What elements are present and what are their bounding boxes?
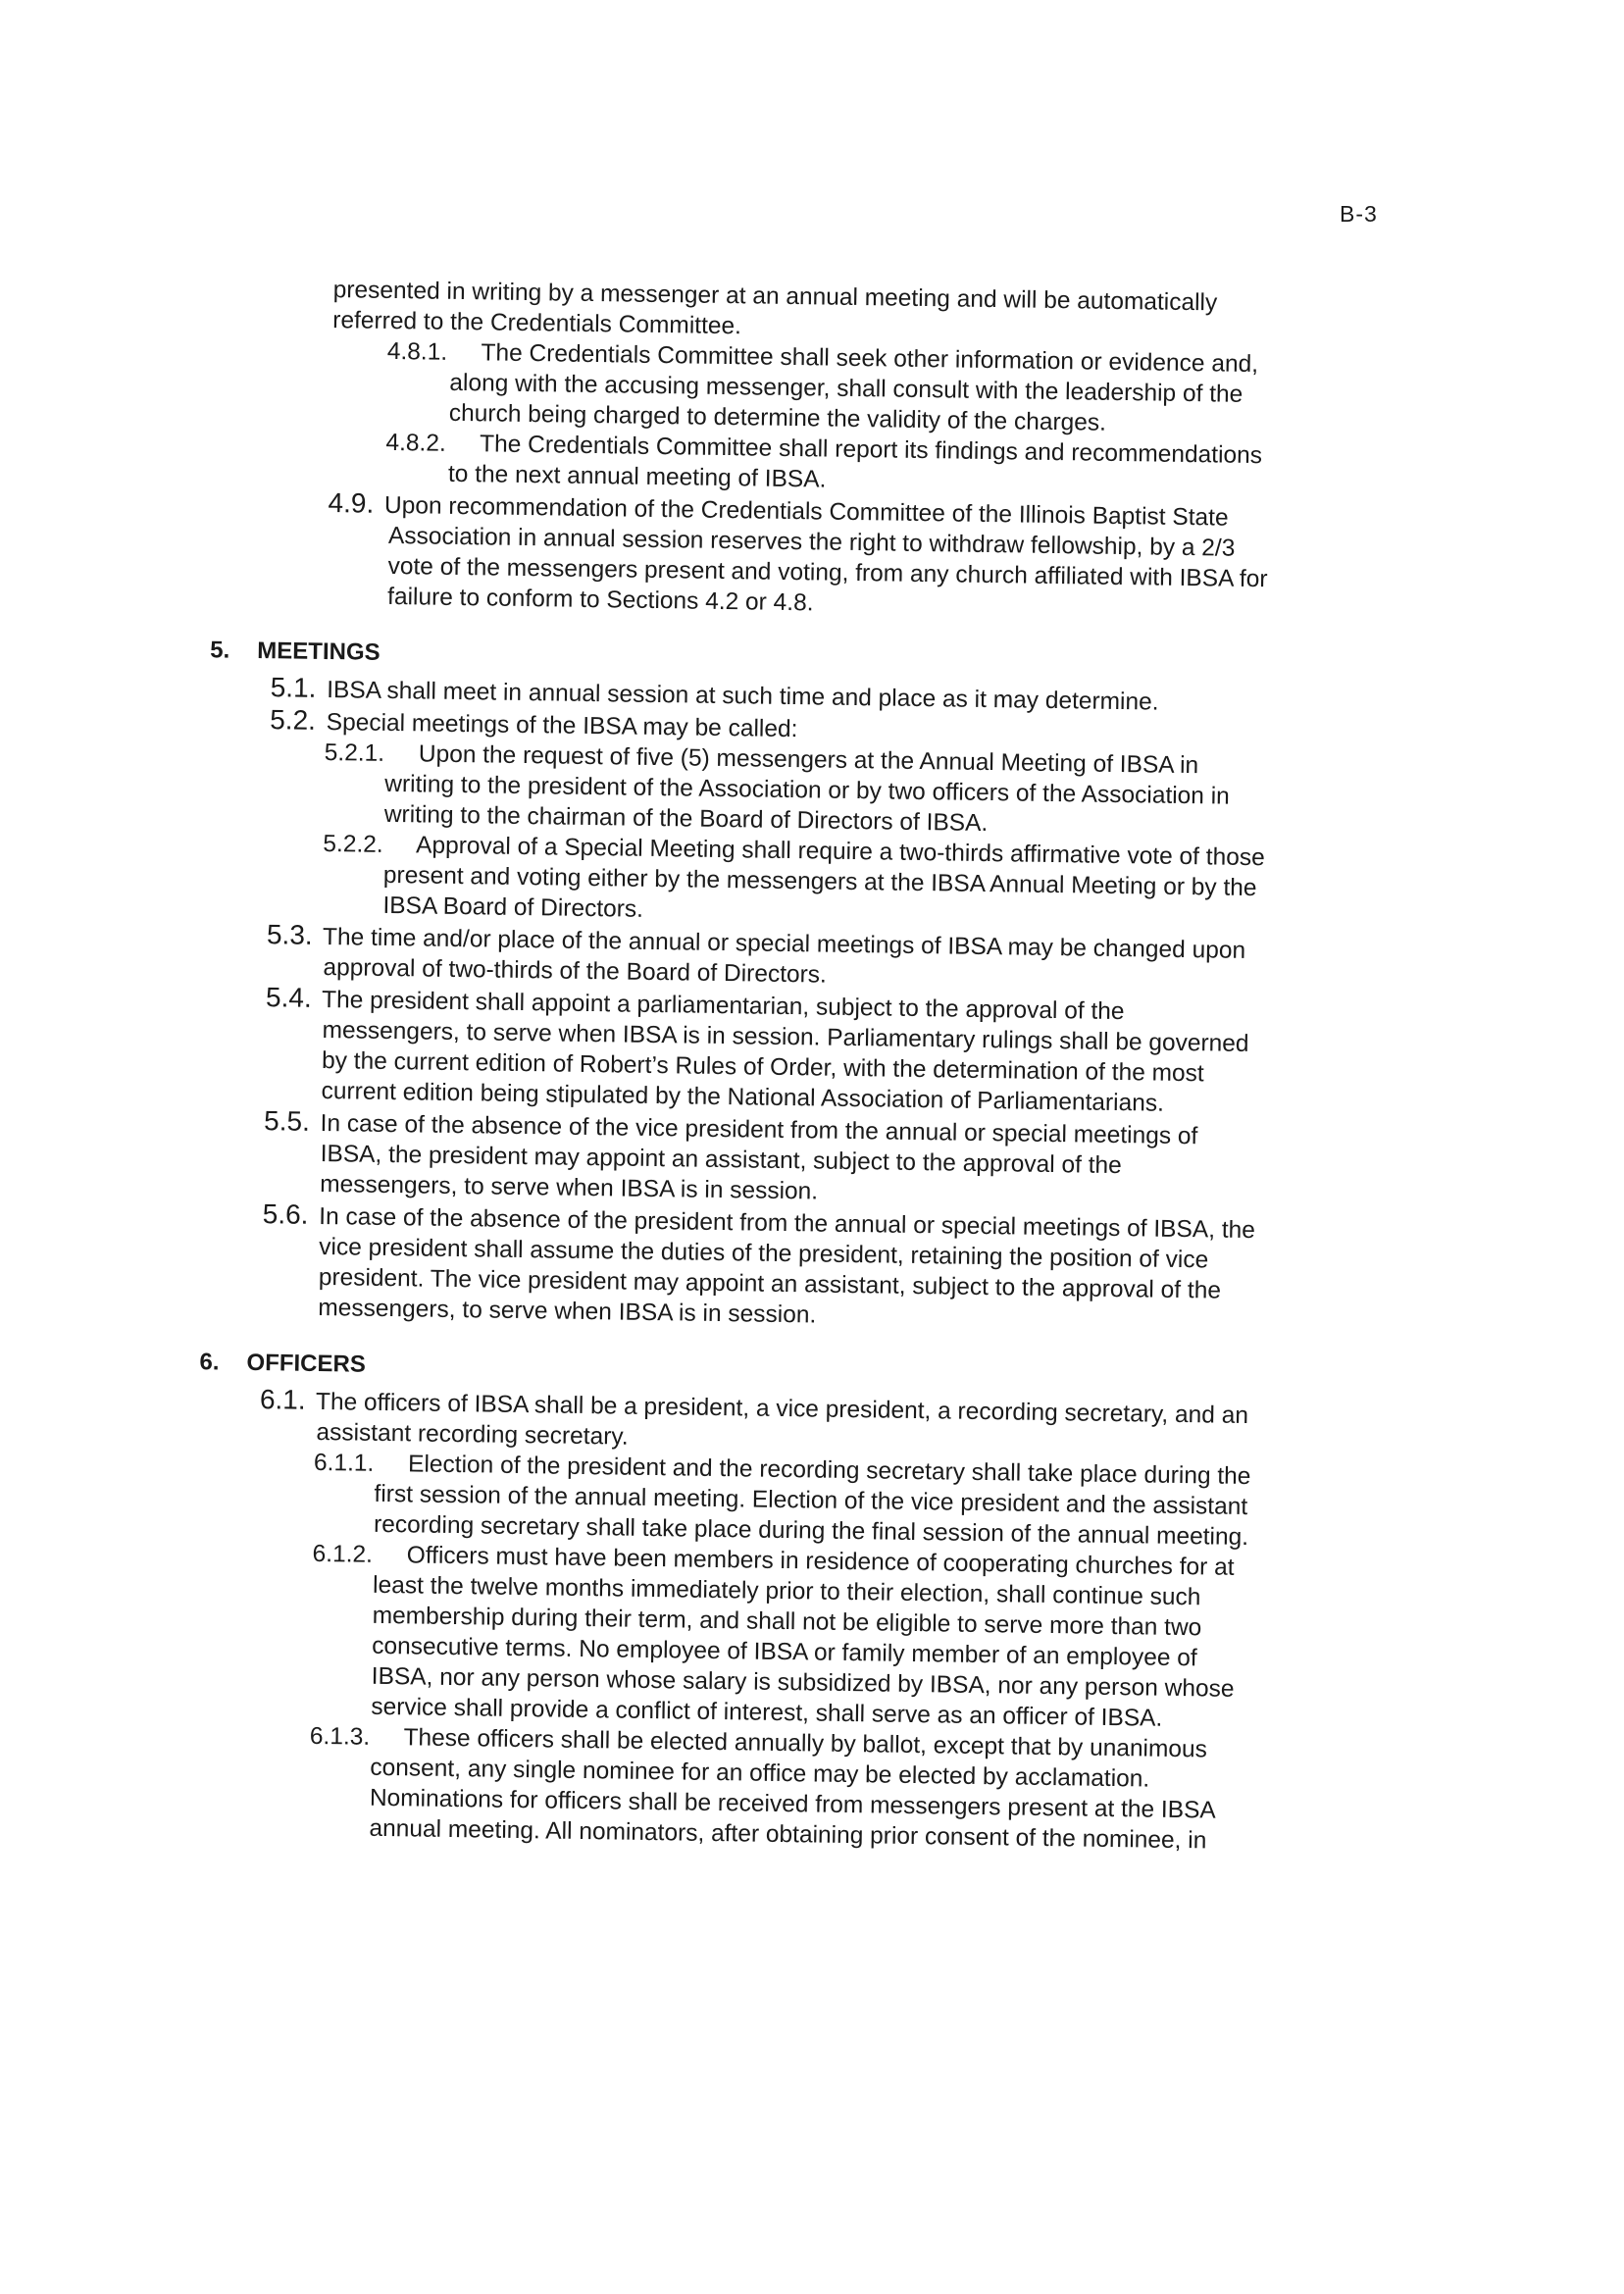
clause-text: Upon recommendation of the Credentials Committee of the Illinois Baptist State Association in annual session reserves the right to withdraw fellowship, by a 2/3 vote of the messengers present and voting, from any church affiliated with IBSA for failure to conform to Sections 4.2 or 4.8.: [383, 491, 1268, 617]
clause-number: 5.2.: [270, 704, 317, 736]
clause-number: 4.8.2.: [385, 429, 446, 457]
clause-number: 6.1.: [259, 1384, 306, 1415]
clause-text: Upon the request of five (5) messengers at the Annual Meeting of IBSA in writing to the president of the Association or by two officers of the Association in writing to the chairman of the Board of Directors of IBSA.: [383, 740, 1231, 838]
clause-number: 5.1.: [270, 672, 317, 703]
clause-text: Special meetings of the IBSA may be called:: [326, 709, 798, 743]
clause-text: These officers shall be elected annually by ballot, except that by unanimous consent, any single nominee for an office may be elected by acclamation. Nominations for officers shall be received from messengers present at the IBSA annual meeting. All nominators, after obtaining prior consent of the nominee, in: [369, 1724, 1215, 1855]
clause-text: Election of the president and the recording secretary shall take place during the first session of the annual meeting. Election of the vice president and the assistant recording secretary shall take place during the final session of the annual meeting.: [373, 1451, 1251, 1552]
clause: [182, 1104, 1262, 1213]
clause-number: 5.2.2.: [323, 830, 383, 858]
clause: [180, 1198, 1261, 1337]
section-title: OFFICERS: [246, 1349, 367, 1378]
clause: [173, 1719, 1253, 1857]
clause-number: 5.5.: [263, 1105, 311, 1137]
document-body: [173, 273, 1275, 1857]
clause: [175, 1537, 1256, 1735]
section-number: 6.: [199, 1349, 220, 1376]
clause-number: 4.9.: [328, 487, 375, 519]
clause-number: 6.1.2.: [312, 1540, 374, 1568]
clause-text: The time and/or place of the annual or special meetings of IBSA may be changed upon approval of two-thirds of the Board of Directors.: [322, 923, 1246, 989]
clause-text: The officers of IBSA shall be a president, a vice president, a recording secretary, and an assistant recording secretary.: [315, 1388, 1249, 1451]
clause-text: In case of the absence of the vice president from the annual or special meetings of IBSA, the president may appoint an assistant, subject to the approval of the messengers, to serve when IBSA is in session.: [320, 1109, 1198, 1205]
clause-text: In case of the absence of the president from the annual or special meetings of IBSA, the vice president shall assume the duties of the president, retaining the position of vice president. The vice president may appoint an assistant, subject to the approval of the messengers, to serve when IBSA is in session.: [318, 1202, 1256, 1329]
page-number: B-3: [1340, 201, 1378, 227]
clause-number: 6.1.1.: [313, 1449, 375, 1477]
section-number: 5.: [210, 637, 230, 664]
clause-text: Approval of a Special Meeting shall require a two-thirds affirmative vote of those present and voting either by the messengers at the IBSA Annual Meeting or by the IBSA Board of Directors.: [382, 832, 1265, 923]
clause-number: 4.8.1.: [386, 337, 448, 366]
clause-number: 5.4.: [265, 982, 312, 1013]
clause-text: The president shall appoint a parliamentarian, subject to the approval of the messengers, to serve when IBSA is in session. Parliamentary rulings shall be governed by the current edition of Robert’s Rules of Order, with the determination of the most current edition being stipulated by the National Association of Parliamentarians.: [321, 986, 1249, 1117]
clause: [186, 827, 1266, 934]
clause-number: 5.2.1.: [324, 739, 385, 767]
clause-text: presented in writing by a messenger at an annual meeting and will be automatically referred to the Credentials Committee.: [332, 277, 1218, 340]
clause-number: 5.6.: [262, 1198, 309, 1230]
clause: [191, 485, 1272, 625]
clause: [178, 1446, 1257, 1553]
clause-number: 5.3.: [266, 919, 313, 950]
clause-text: Officers must have been members in residence of cooperating churches for at least the twelve months immediately prior to their election, shall continue such membership during their term, and shall not be eligible to serve more than two consecutive terms. No employee of IBSA or family member of an employee of IBSA, nor any person whose salary is subsidized by IBSA, nor any person whose service shall provide a conflict of interest, shall serve as an officer of IBSA.: [371, 1542, 1235, 1732]
clause-text: The Credentials Committee shall seek other information or evidence and, along with the accusing messenger, shall consult with the leadership of the church being charged to determine the validity of the charges.: [448, 339, 1259, 436]
clause: [188, 736, 1268, 842]
clause-number: 6.1.3.: [309, 1722, 371, 1751]
clause: [183, 981, 1264, 1120]
clause: [194, 333, 1274, 440]
clause-text: The Credentials Committee shall report its findings and recommendations to the next annual meeting of IBSA.: [447, 431, 1263, 493]
clause-text: IBSA shall meet in annual session at such time and place as it may determine.: [327, 677, 1159, 716]
section-title: MEETINGS: [257, 637, 381, 666]
